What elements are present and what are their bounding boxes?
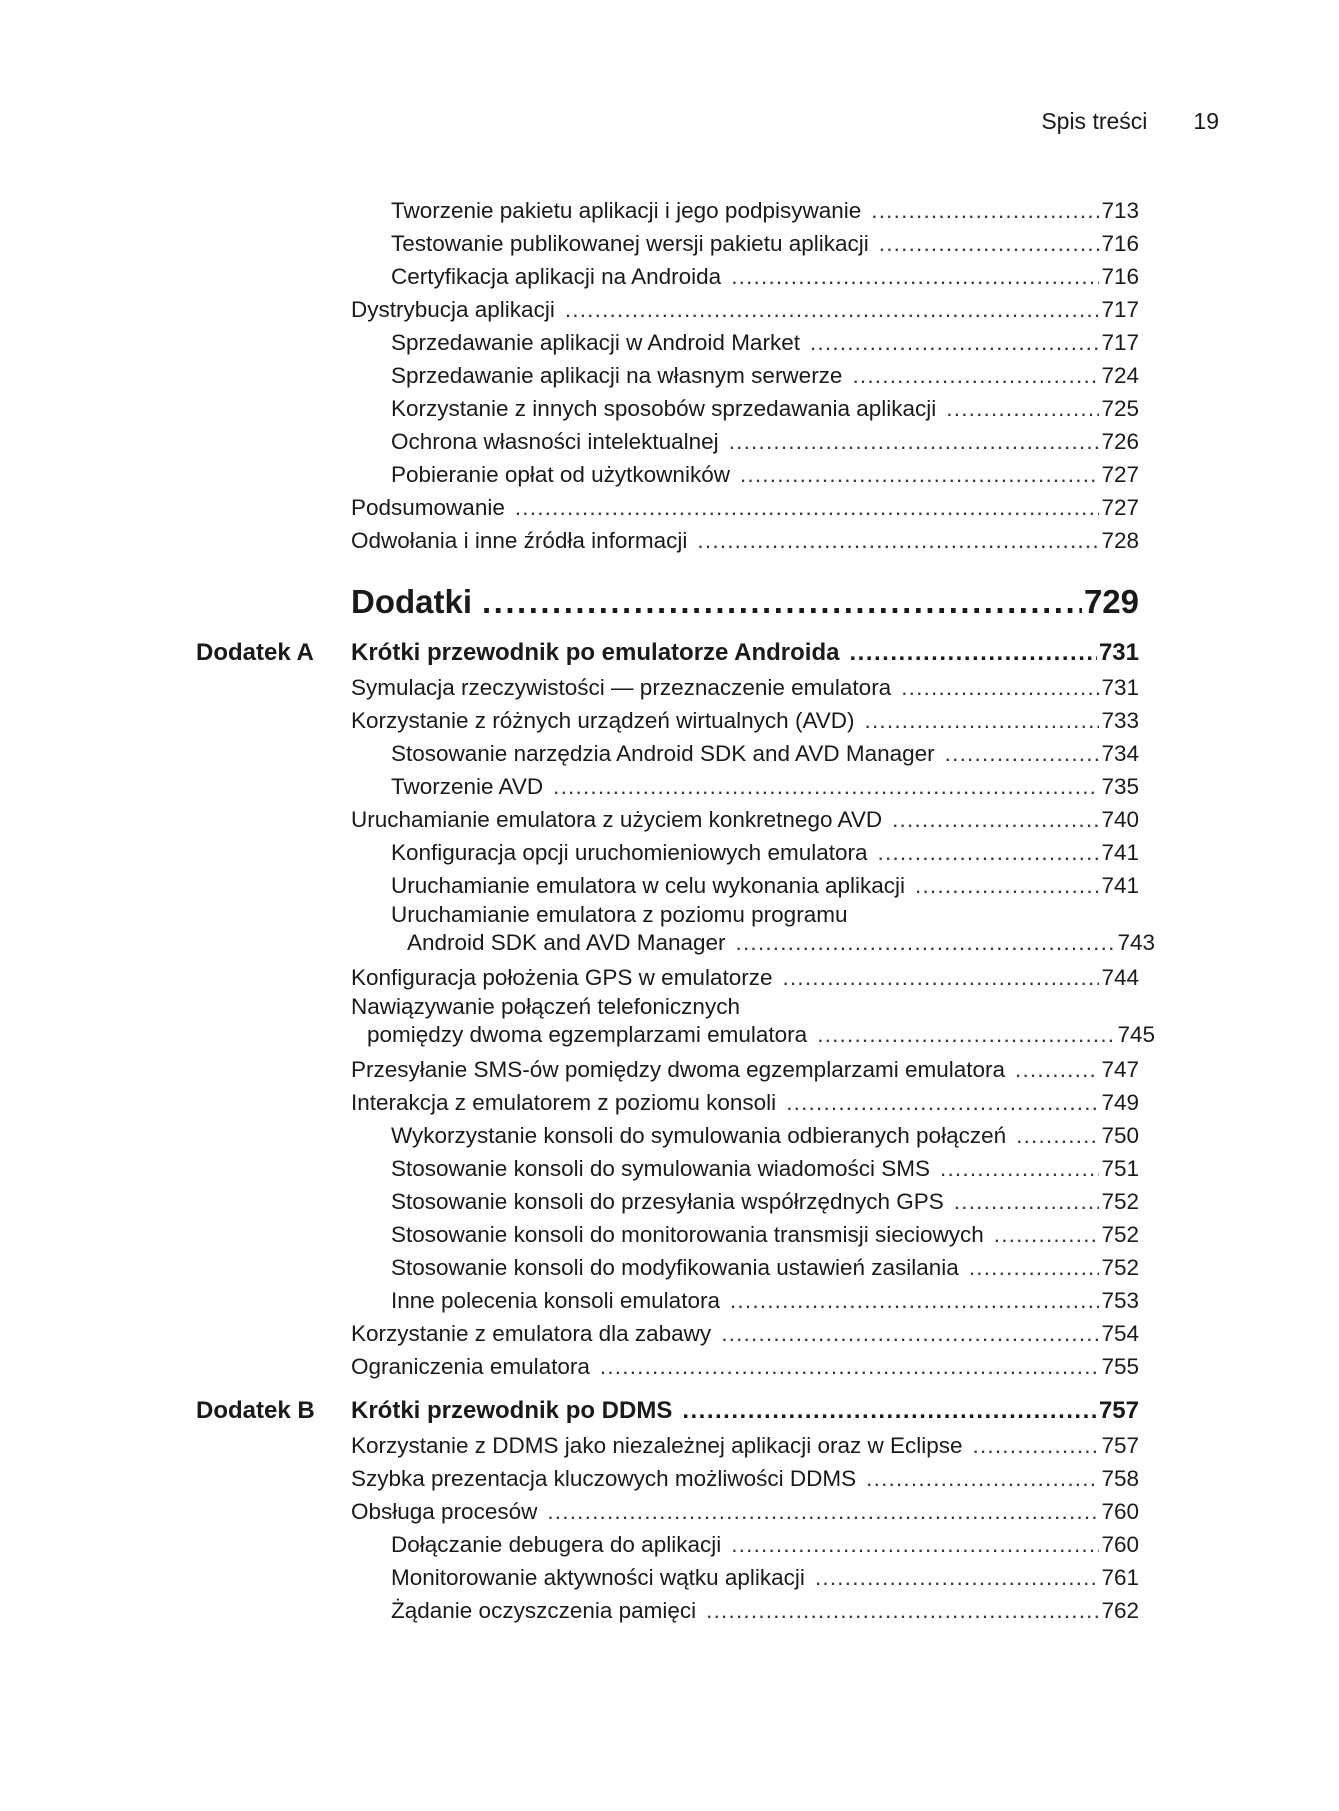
toc-entry-title: Stosowanie konsoli do monitorowania transmisji sieciowych	[391, 1222, 984, 1247]
toc-entry[interactable]	[351, 1086, 1139, 1119]
dot-leader	[565, 293, 1100, 326]
toc-entry[interactable]	[351, 1119, 1139, 1152]
toc-entry-title: Korzystanie z emulatora dla zabawy	[351, 1321, 712, 1346]
dot-leader	[866, 1462, 1099, 1495]
toc-entry[interactable]	[351, 803, 1139, 836]
toc-entry-page: 753	[1101, 1288, 1139, 1313]
dot-leader	[815, 1561, 1100, 1594]
dot-leader	[721, 1317, 1099, 1350]
toc-entry-title: Inne polecenia konsoli emulatora	[391, 1288, 720, 1313]
toc-entry-title: Tworzenie AVD	[391, 774, 544, 799]
toc-entry-title: Sprzedawanie aplikacji w Android Market	[391, 330, 800, 355]
toc-entry-title: Uruchamianie emulatora w celu wykonania aplikacji	[391, 873, 905, 898]
toc-entry-title: Dołączanie debugera do aplikacji	[391, 1532, 722, 1557]
toc-entry-page: 733	[1101, 708, 1139, 733]
toc-entry[interactable]	[351, 524, 1139, 557]
toc-entry-page: 752	[1101, 1222, 1139, 1247]
toc-entry-page: 713	[1101, 198, 1139, 223]
dot-leader	[736, 928, 1116, 958]
toc-entry[interactable]	[351, 194, 1139, 227]
toc-entry[interactable]	[351, 491, 1139, 524]
toc-entry-page: 762	[1101, 1598, 1139, 1623]
dot-leader	[878, 836, 1100, 869]
appendix-label: Dodatek A	[196, 639, 314, 666]
toc-entry-page: 717	[1101, 330, 1139, 355]
toc-entry[interactable]	[351, 1284, 1139, 1317]
toc-entry-page: 749	[1101, 1090, 1139, 1115]
toc-entry-title: Uruchamianie emulatora z użyciem konkretnego AVD	[351, 807, 883, 832]
dot-leader	[1015, 1053, 1099, 1086]
toc-entry-title-line2: pomiędzy dwoma egzemplarzami emulatora	[367, 1022, 808, 1047]
dot-leader	[849, 635, 1096, 671]
toc-entry[interactable]	[351, 1350, 1139, 1383]
toc-entry[interactable]	[351, 961, 1139, 994]
toc-entry-page: 747	[1101, 1057, 1139, 1082]
toc-entry-title: Certyfikacja aplikacji na Androida	[391, 264, 722, 289]
table-of-contents	[196, 194, 1155, 1627]
toc-entry-page: 741	[1101, 873, 1139, 898]
toc-entry[interactable]	[351, 994, 1155, 1053]
dot-leader	[786, 1086, 1099, 1119]
header-section-title: Spis treści	[1041, 108, 1148, 134]
toc-entry[interactable]	[351, 704, 1139, 737]
dot-leader	[706, 1594, 1099, 1627]
toc-entry-page: 726	[1101, 429, 1139, 454]
dot-leader	[852, 359, 1099, 392]
toc-entry-page: 731	[1101, 675, 1139, 700]
toc-entry[interactable]	[351, 359, 1139, 392]
dot-leader	[945, 737, 1100, 770]
toc-entry-page: 760	[1101, 1532, 1139, 1557]
toc-appendix-heading[interactable]	[196, 635, 1139, 671]
toc-entry[interactable]	[351, 1152, 1139, 1185]
toc-entry-title: Stosowanie konsoli do modyfikowania ustawień zasilania	[391, 1255, 959, 1280]
toc-entry[interactable]	[351, 227, 1139, 260]
dot-leader	[871, 194, 1099, 227]
dot-leader	[810, 326, 1099, 359]
toc-entry-page: 760	[1101, 1499, 1139, 1524]
toc-entry[interactable]	[351, 1462, 1139, 1495]
toc-entry[interactable]	[351, 770, 1139, 803]
toc-entry-page: 751	[1101, 1156, 1139, 1181]
toc-entry[interactable]	[351, 836, 1139, 869]
dot-leader	[865, 704, 1100, 737]
toc-entry[interactable]	[351, 425, 1139, 458]
toc-entry-page: 755	[1101, 1354, 1139, 1379]
dot-leader	[879, 227, 1100, 260]
running-header	[1041, 108, 1219, 135]
toc-entry[interactable]	[351, 1528, 1139, 1561]
toc-entry-page: 744	[1101, 965, 1139, 990]
toc-entry-page: 741	[1101, 840, 1139, 865]
appendix-page: 731	[1098, 639, 1139, 666]
toc-entry-title-line1: Uruchamianie emulatora z poziomu programu	[391, 902, 848, 927]
toc-entry[interactable]	[351, 458, 1139, 491]
dot-leader	[969, 1251, 1100, 1284]
toc-entry[interactable]	[351, 392, 1139, 425]
dot-leader	[782, 961, 1099, 994]
toc-entry-page: 758	[1101, 1466, 1139, 1491]
part-page: 729	[1083, 583, 1139, 620]
dot-leader	[553, 770, 1099, 803]
toc-entry-page: 757	[1101, 1433, 1139, 1458]
toc-entry[interactable]	[351, 260, 1139, 293]
toc-entry-title: Ochrona własności intelektualnej	[391, 429, 719, 454]
toc-entry-page: 752	[1101, 1255, 1139, 1280]
toc-entry-title: Testowanie publikowanej wersji pakietu aplikacji	[391, 231, 869, 256]
dot-leader	[515, 491, 1100, 524]
dot-leader	[697, 524, 1099, 557]
toc-entry[interactable]	[351, 1594, 1139, 1627]
dot-leader	[730, 1284, 1099, 1317]
toc-entry[interactable]	[351, 1317, 1139, 1350]
toc-entry[interactable]	[351, 1429, 1139, 1462]
dot-leader	[915, 869, 1099, 902]
dot-leader	[731, 1528, 1099, 1561]
toc-part-heading[interactable]	[351, 569, 1139, 635]
toc-entry-title: Tworzenie pakietu aplikacji i jego podpisywanie	[391, 198, 862, 223]
dot-leader	[973, 1429, 1100, 1462]
toc-entry-title: Korzystanie z różnych urządzeń wirtualnych (AVD)	[351, 708, 855, 733]
toc-entry[interactable]	[351, 902, 1155, 961]
toc-entry-page: 716	[1101, 264, 1139, 289]
dot-leader	[547, 1495, 1099, 1528]
toc-entry-title: Sprzedawanie aplikacji na własnym serwerze	[391, 363, 843, 388]
toc-entry-title: Interakcja z emulatorem z poziomu konsoli	[351, 1090, 777, 1115]
toc-entry-title: Obsługa procesów	[351, 1499, 538, 1524]
toc-entry[interactable]	[351, 293, 1139, 326]
toc-entry-page: 724	[1101, 363, 1139, 388]
toc-entry-title-line1: Nawiązywanie połączeń telefonicznych	[351, 994, 740, 1019]
toc-entry-page: 727	[1101, 495, 1139, 520]
toc-entry-title: Korzystanie z innych sposobów sprzedawania aplikacji	[391, 396, 937, 421]
dot-leader	[1016, 1119, 1099, 1152]
dot-leader	[682, 1393, 1097, 1429]
toc-entry-title: Stosowanie narzędzia Android SDK and AVD Manager	[391, 741, 935, 766]
toc-entry-page: 728	[1101, 528, 1139, 553]
toc-entry-page: 761	[1101, 1565, 1139, 1590]
toc-entry-page: 740	[1101, 807, 1139, 832]
toc-entry-title: Stosowanie konsoli do przesyłania współrzędnych GPS	[391, 1189, 944, 1214]
toc-entry-page: 725	[1101, 396, 1139, 421]
spacer	[351, 1383, 1139, 1393]
toc-entry-page: 745	[1117, 1022, 1155, 1047]
toc-entry-page: 752	[1101, 1189, 1139, 1214]
toc-entry[interactable]	[351, 737, 1139, 770]
toc-entry-page: 734	[1101, 741, 1139, 766]
toc-entry-title: Ograniczenia emulatora	[351, 1354, 590, 1379]
appendix-title: Krótki przewodnik po emulatorze Androida	[351, 639, 840, 666]
toc-entry-title: Symulacja rzeczywistości — przeznaczenie emulatora	[351, 675, 892, 700]
dot-leader	[817, 1020, 1115, 1050]
header-page-number: 19	[1193, 108, 1219, 134]
part-title: Dodatki	[351, 583, 473, 620]
dot-leader	[954, 1185, 1100, 1218]
toc-entry[interactable]	[351, 1053, 1139, 1086]
toc-entry[interactable]	[351, 671, 1139, 704]
toc-entry-title-line2: Android SDK and AVD Manager	[407, 930, 726, 955]
toc-entry[interactable]	[351, 1251, 1139, 1284]
toc-entry-page: 727	[1101, 462, 1139, 487]
toc-entry-title: Szybka prezentacja kluczowych możliwości DDMS	[351, 1466, 857, 1491]
dot-leader	[482, 569, 1082, 635]
dot-leader	[892, 803, 1099, 836]
dot-leader	[731, 260, 1099, 293]
toc-entry-title: Żądanie oczyszczenia pamięci	[391, 1598, 697, 1623]
toc-entry-page: 735	[1101, 774, 1139, 799]
toc-entry-page: 754	[1101, 1321, 1139, 1346]
toc-entry-title: Pobieranie opłat od użytkowników	[391, 462, 730, 487]
dot-leader	[940, 1152, 1099, 1185]
toc-appendix-heading[interactable]	[196, 1393, 1139, 1429]
toc-entry[interactable]	[351, 1561, 1139, 1594]
toc-entry-title: Korzystanie z DDMS jako niezależnej aplikacji oraz w Eclipse	[351, 1433, 963, 1458]
appendix-title: Krótki przewodnik po DDMS	[351, 1397, 673, 1424]
toc-entry[interactable]	[351, 326, 1139, 359]
toc-entry[interactable]	[351, 869, 1139, 902]
toc-entry-page: 750	[1101, 1123, 1139, 1148]
dot-leader	[600, 1350, 1100, 1383]
appendix-label: Dodatek B	[196, 1397, 315, 1424]
toc-entry-title: Monitorowanie aktywności wątku aplikacji	[391, 1565, 805, 1590]
toc-entry-page: 716	[1101, 231, 1139, 256]
toc-entry-title: Stosowanie konsoli do symulowania wiadomości SMS	[391, 1156, 931, 1181]
appendix-page: 757	[1098, 1397, 1139, 1424]
toc-entry-title: Podsumowanie	[351, 495, 505, 520]
toc-entry-title: Wykorzystanie konsoli do symulowania odbieranych połączeń	[391, 1123, 1007, 1148]
toc-entry-title: Konfiguracja opcji uruchomieniowych emulatora	[391, 840, 868, 865]
dot-leader	[946, 392, 1099, 425]
toc-entry-title: Konfiguracja położenia GPS w emulatorze	[351, 965, 773, 990]
toc-entry[interactable]	[351, 1218, 1139, 1251]
dot-leader	[994, 1218, 1100, 1251]
toc-entry[interactable]	[351, 1495, 1139, 1528]
toc-entry[interactable]	[351, 1185, 1139, 1218]
toc-entry-title: Odwołania i inne źródła informacji	[351, 528, 688, 553]
dot-leader	[729, 425, 1100, 458]
toc-entry-page: 743	[1117, 930, 1155, 955]
toc-entry-title: Dystrybucja aplikacji	[351, 297, 555, 322]
dot-leader	[740, 458, 1100, 491]
toc-entry-title: Przesyłanie SMS-ów pomiędzy dwoma egzemplarzami emulatora	[351, 1057, 1006, 1082]
toc-entry-page: 717	[1101, 297, 1139, 322]
dot-leader	[901, 671, 1099, 704]
